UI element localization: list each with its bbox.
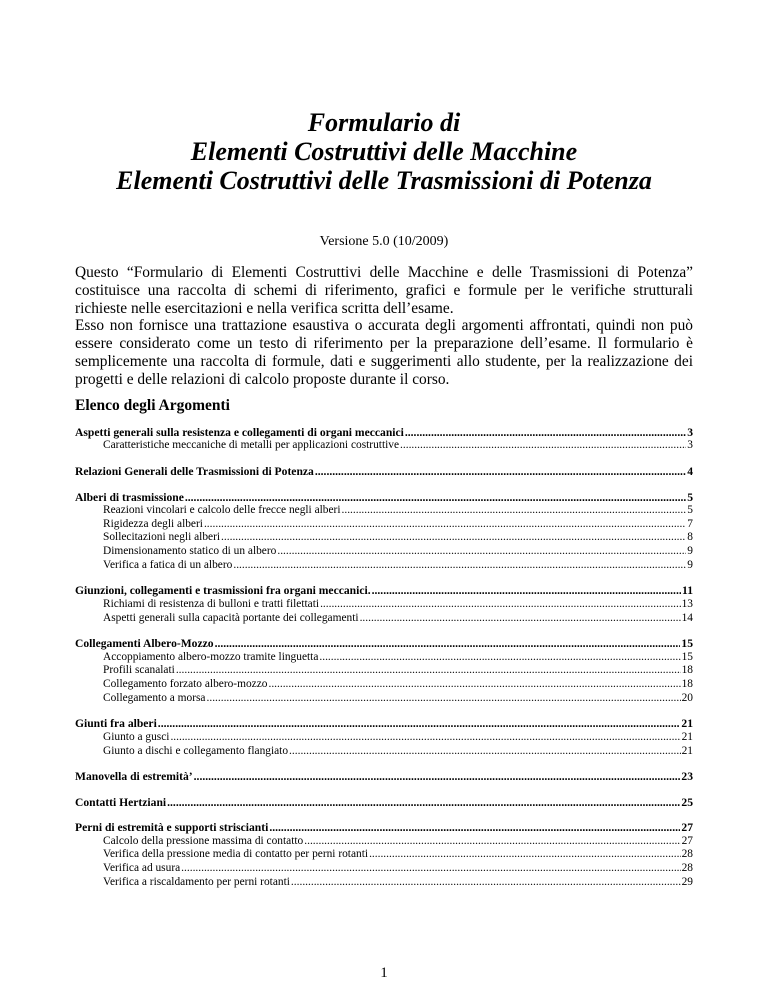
toc-subsection-entry-page: 9 (687, 558, 693, 571)
toc-subsection-entry[interactable] (75, 848, 693, 862)
toc-section-entry-title: Perni di estremità e supporti striscianti (75, 821, 269, 835)
toc-subsection-entry-page: 29 (681, 875, 693, 888)
dot-leader (158, 717, 681, 730)
toc-section-entry[interactable] (75, 821, 693, 834)
toc-subsection-entry-page: 18 (681, 664, 693, 677)
toc-subsection-entry[interactable] (75, 598, 693, 612)
toc-section (75, 821, 693, 889)
toc-subsection-entry[interactable] (75, 678, 693, 692)
toc-section-entry[interactable] (75, 796, 693, 809)
dot-leader (405, 426, 686, 439)
toc-subsection-entry-title: Verifica a riscaldamento per perni rotanti (103, 875, 290, 888)
toc-section-entry-page: 21 (681, 717, 693, 731)
toc-subsection-entry-page: 28 (681, 848, 693, 861)
dot-leader (289, 745, 681, 759)
toc-section-entry-page: 27 (681, 821, 693, 835)
toc-section-entry-title: Relazioni Generali delle Trasmissioni di Potenza (75, 465, 314, 479)
toc-subsection-entry-page: 9 (687, 545, 693, 558)
toc-subsection-entry-title: Calcolo della pressione massima di contatto (103, 834, 304, 847)
toc-subsection-entry[interactable] (75, 651, 693, 665)
title-line-3: Elementi Costruttivi delle Trasmissioni di Potenza (116, 166, 652, 195)
toc-section-entry-page: 11 (682, 584, 693, 598)
toc-subsection-entry-page: 5 (687, 503, 693, 516)
toc-section-entry[interactable] (75, 770, 693, 783)
table-of-contents (75, 426, 693, 901)
toc-subsection-entry[interactable] (75, 504, 693, 518)
dot-leader (194, 770, 681, 783)
dot-leader (277, 545, 686, 559)
intro-paragraph-1: Questo “Formulario di Elementi Costruttivi delle Macchine e delle Trasmissioni di Potenza” costituisce una raccolta di schemi di riferimento, grafici e formule per le verifiche strutturali richieste nelle esercitazioni e nella verifica scritta dell’esame. (75, 264, 693, 317)
toc-section-entry-title: Giunzioni, collegamenti e trasmissioni fra organi meccanici. (75, 584, 371, 598)
toc-section-entry-title: Manovella di estremità’ (75, 770, 193, 784)
toc-subsection-entry[interactable] (75, 612, 693, 626)
toc-subsection-entry-title: Giunto a dischi e collegamento flangiato (103, 744, 289, 757)
toc-section-entry[interactable] (75, 637, 693, 650)
toc-subsection-entry-title: Dimensionamento statico di un albero (103, 545, 277, 558)
toc-subsection-entry[interactable] (75, 692, 693, 706)
toc-section (75, 426, 693, 453)
toc-subsection-entry-title: Aspetti generali sulla capacità portante dei collegamenti (103, 611, 359, 624)
toc-subsection-entry[interactable] (75, 876, 693, 890)
toc-subsection-entry-title: Rigidezza degli alberi (103, 517, 203, 530)
toc-subsection-entry-title: Verifica a fatica di un albero (103, 558, 233, 571)
toc-subsection-entry-page: 18 (681, 678, 693, 691)
dot-leader (233, 559, 686, 573)
dot-leader (360, 612, 681, 626)
toc-subsection-entry-page: 14 (681, 611, 693, 624)
dot-leader (181, 862, 680, 876)
dot-leader (215, 637, 681, 650)
dot-leader (400, 439, 686, 453)
toc-subsection-entry-title: Accoppiamento albero-mozzo tramite linguetta (103, 650, 319, 663)
toc-subsection-entry-title: Richiami di resistenza di bulloni e tratti filettati (103, 597, 320, 610)
toc-section-entry-title: Contatti Hertziani (75, 795, 167, 809)
toc-section-entry-page: 15 (681, 637, 693, 651)
toc-subsection-entry-title: Collegamento forzato albero-mozzo (103, 678, 268, 691)
dot-leader (315, 465, 686, 478)
toc-subsection-entry[interactable] (75, 545, 693, 559)
toc-subsection-entry-page: 20 (681, 691, 693, 704)
toc-subsection-entry-page: 13 (681, 597, 693, 610)
toc-section-entry[interactable] (75, 426, 693, 439)
dot-leader (342, 504, 687, 518)
toc-section-entry[interactable] (75, 717, 693, 730)
dot-leader (221, 531, 686, 545)
intro-paragraph-2: Esso non fornisce una trattazione esaustiva o accurata degli argomenti affrontati, quindi non può essere considerato come un testo di riferimento per la preparazione dell’esame. Il formulario è semplicemente una raccolta di formule, dati e suggerimenti allo studente, per la realizzazione dei progetti e delle relazioni di calcolo proposte durante il corso. (75, 317, 693, 388)
toc-section-entry[interactable] (75, 584, 693, 597)
toc-section-entry-page: 25 (681, 795, 693, 809)
dot-leader (320, 598, 681, 612)
toc-section (75, 584, 693, 625)
toc-subsection-entry-page: 28 (681, 861, 693, 874)
toc-section-entry-title: Alberi di trasmissione (75, 490, 184, 504)
toc-section-entry-page: 23 (681, 770, 693, 784)
toc-subsection-entry[interactable] (75, 439, 693, 453)
toc-subsection-entry[interactable] (75, 731, 693, 745)
dot-leader (268, 678, 680, 692)
toc-subsection-entry[interactable] (75, 664, 693, 678)
toc-section-entry-title: Collegamenti Albero-Mozzo (75, 637, 214, 651)
dot-leader (304, 835, 680, 849)
dot-leader (176, 664, 681, 678)
intro-text (75, 264, 693, 389)
toc-subsection-entry-page: 8 (687, 531, 693, 544)
toc-subsection-entry[interactable] (75, 559, 693, 573)
toc-subsection-entry-page: 27 (681, 834, 693, 847)
toc-subsection-entry[interactable] (75, 518, 693, 532)
toc-subsection-entry-page: 3 (687, 439, 693, 452)
toc-subsection-entry-title: Profili scanalati (103, 664, 175, 677)
dot-leader (170, 731, 680, 745)
toc-subsection-entry-title: Verifica della pressione media di contatto per perni rotanti (103, 848, 369, 861)
title-line-1: Formulario di (307, 108, 461, 137)
dot-leader (372, 584, 681, 597)
toc-subsection-entry[interactable] (75, 862, 693, 876)
dot-leader (369, 848, 681, 862)
page-number: 1 (380, 965, 388, 981)
dot-leader (185, 491, 686, 504)
version-label: Versione 5.0 (10/2009) (319, 234, 449, 249)
toc-subsection-entry-page: 15 (681, 650, 693, 663)
toc-section-entry-title: Aspetti generali sulla resistenza e collegamenti di organi meccanici (75, 426, 404, 439)
toc-section (75, 770, 693, 783)
toc-subsection-entry-title: Giunto a gusci (103, 730, 170, 743)
toc-section-entry-page: 3 (687, 426, 693, 439)
toc-section (75, 637, 693, 705)
dot-leader (167, 796, 680, 809)
toc-section (75, 491, 693, 573)
toc-subsection-entry[interactable] (75, 835, 693, 849)
toc-section-entry[interactable] (75, 465, 693, 478)
toc-section (75, 796, 693, 809)
dot-leader (269, 821, 680, 834)
dot-leader (204, 518, 686, 532)
toc-heading: Elenco degli Argomenti (75, 397, 230, 414)
toc-section (75, 717, 693, 758)
dot-leader (319, 651, 680, 665)
toc-subsection-entry-page: 21 (681, 744, 693, 757)
toc-section-entry-title: Giunti fra alberi (75, 717, 157, 731)
toc-subsection-entry-title: Collegamento a morsa (103, 691, 206, 704)
toc-subsection-entry-title: Sollecitazioni negli alberi (103, 531, 221, 544)
toc-subsection-entry-title: Caratteristiche meccaniche di metalli per applicazioni costruttive (103, 439, 400, 452)
toc-subsection-entry-title: Reazioni vincolari e calcolo delle frecce negli alberi (103, 503, 341, 516)
toc-subsection-entry-page: 7 (687, 517, 693, 530)
toc-subsection-entry[interactable] (75, 531, 693, 545)
toc-section-entry[interactable] (75, 491, 693, 504)
toc-section (75, 465, 693, 478)
toc-subsection-entry-title: Verifica ad usura (103, 861, 181, 874)
dot-leader (207, 692, 681, 706)
title-line-2: Elementi Costruttivi delle Macchine (190, 137, 578, 166)
toc-section-entry-page: 4 (687, 465, 693, 479)
toc-subsection-entry[interactable] (75, 745, 693, 759)
dot-leader (291, 876, 681, 890)
toc-section-entry-page: 5 (687, 490, 693, 504)
toc-subsection-entry-page: 21 (681, 730, 693, 743)
